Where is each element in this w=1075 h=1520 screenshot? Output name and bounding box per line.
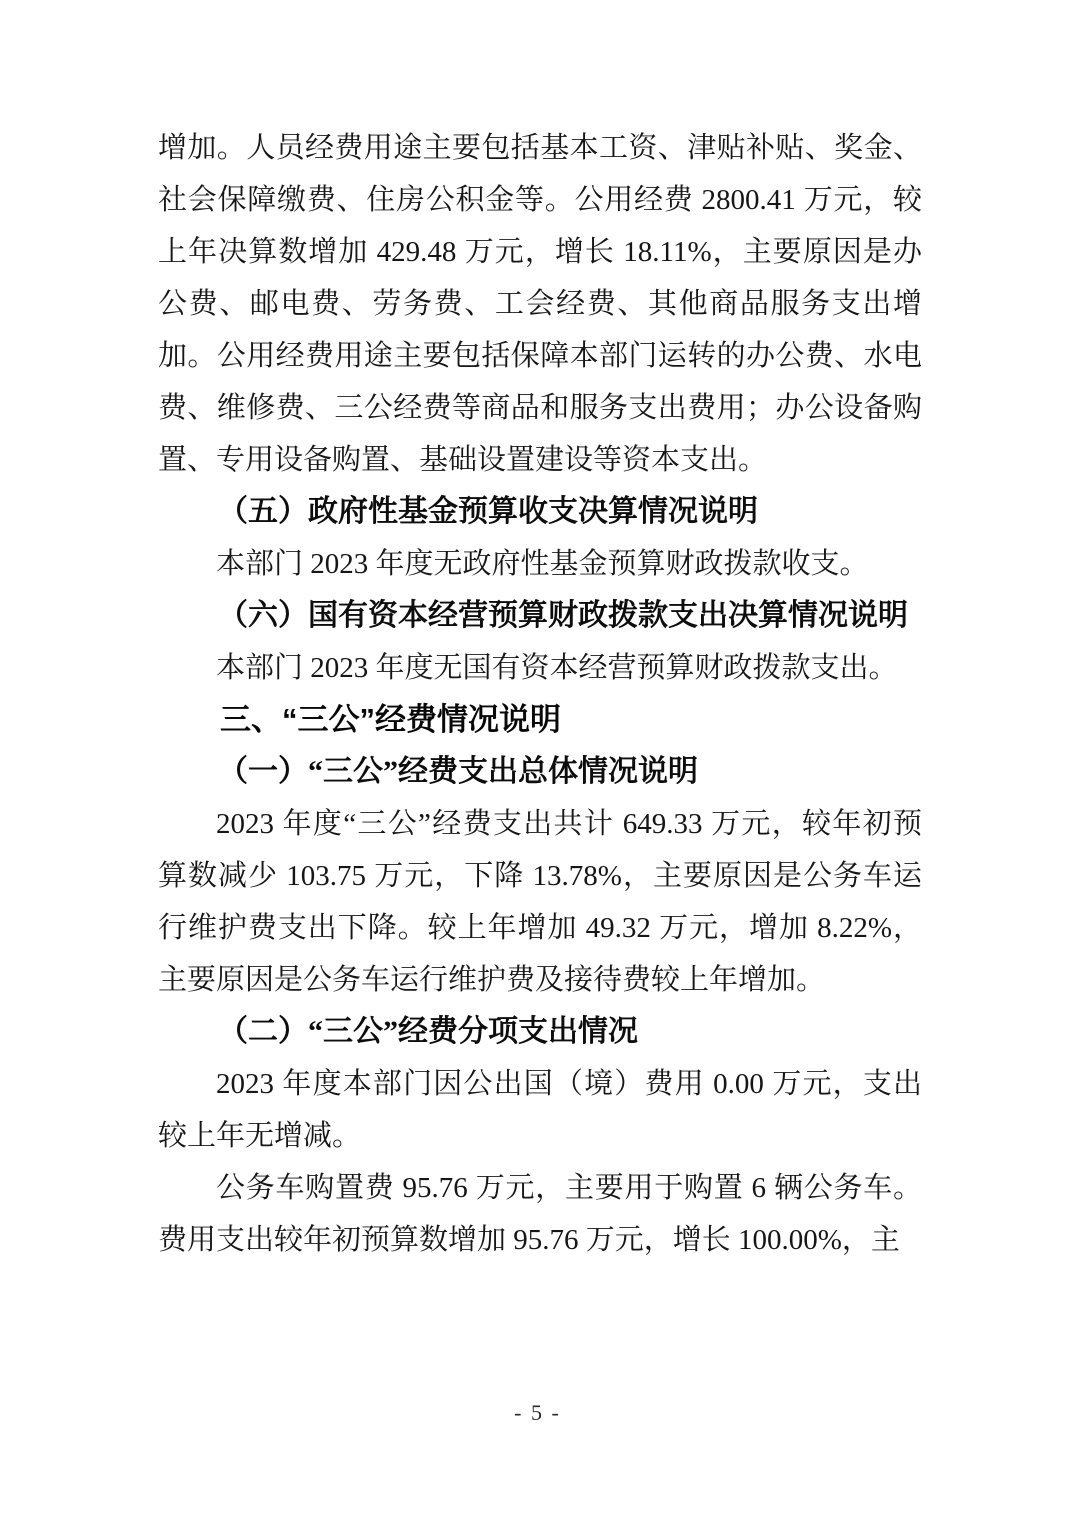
section-heading-level2: （五）政府性基金预算收支决算情况说明 xyxy=(218,495,758,528)
page-number: - 5 - xyxy=(514,1400,561,1425)
document-body xyxy=(158,122,922,1266)
section-heading-level2: （一）“三公”经费支出总体情况说明 xyxy=(218,755,698,788)
body-paragraph: 本部门 2023 年度无政府性基金预算财政拨款收支。 xyxy=(216,548,869,580)
body-paragraph: 2023 年度“三公”经费支出共计 649.33 万元，较年初预算数减少 103.75 万元，下降 13.78%，主要原因是公务车运行维护费支出下降。较上年增加 49.32 万元，增加 8.22%，主要原因是公务车运行维护费及接待费较上年增加。 xyxy=(158,808,922,996)
body-paragraph: 公务车购置费 95.76 万元，主要用于购置 6 辆公务车。费用支出较年初预算数增加 95.76 万元，增长 100.00%，主 xyxy=(158,1172,922,1256)
body-paragraph: 本部门 2023 年度无国有资本经营预算财政拨款支出。 xyxy=(216,652,898,684)
section-heading-level2: （六）国有资本经营预算财政拨款支出决算情况说明 xyxy=(218,599,908,632)
section-heading-level2: （二）“三公”经费分项支出情况 xyxy=(218,1015,638,1048)
body-paragraph: 2023 年度本部门因公出国（境）费用 0.00 万元，支出较上年无增减。 xyxy=(158,1068,922,1152)
body-paragraph: 增加。人员经费用途主要包括基本工资、津贴补贴、奖金、社会保障缴费、住房公积金等。公用经费 2800.41 万元，较上年决算数增加 429.48 万元，增长 18.11%，主要原因是办公费、邮电费、劳务费、工会经费、其他商品服务支出增加。公用经费用途主要包括保障本部门运转的办公费、水电费、维修费、三公经费等商品和服务支出费用；办公设备购置、专用设备购置、基础设置建设等资本支出。 xyxy=(158,132,922,476)
section-heading-level1: 三、“三公”经费情况说明 xyxy=(220,702,561,737)
